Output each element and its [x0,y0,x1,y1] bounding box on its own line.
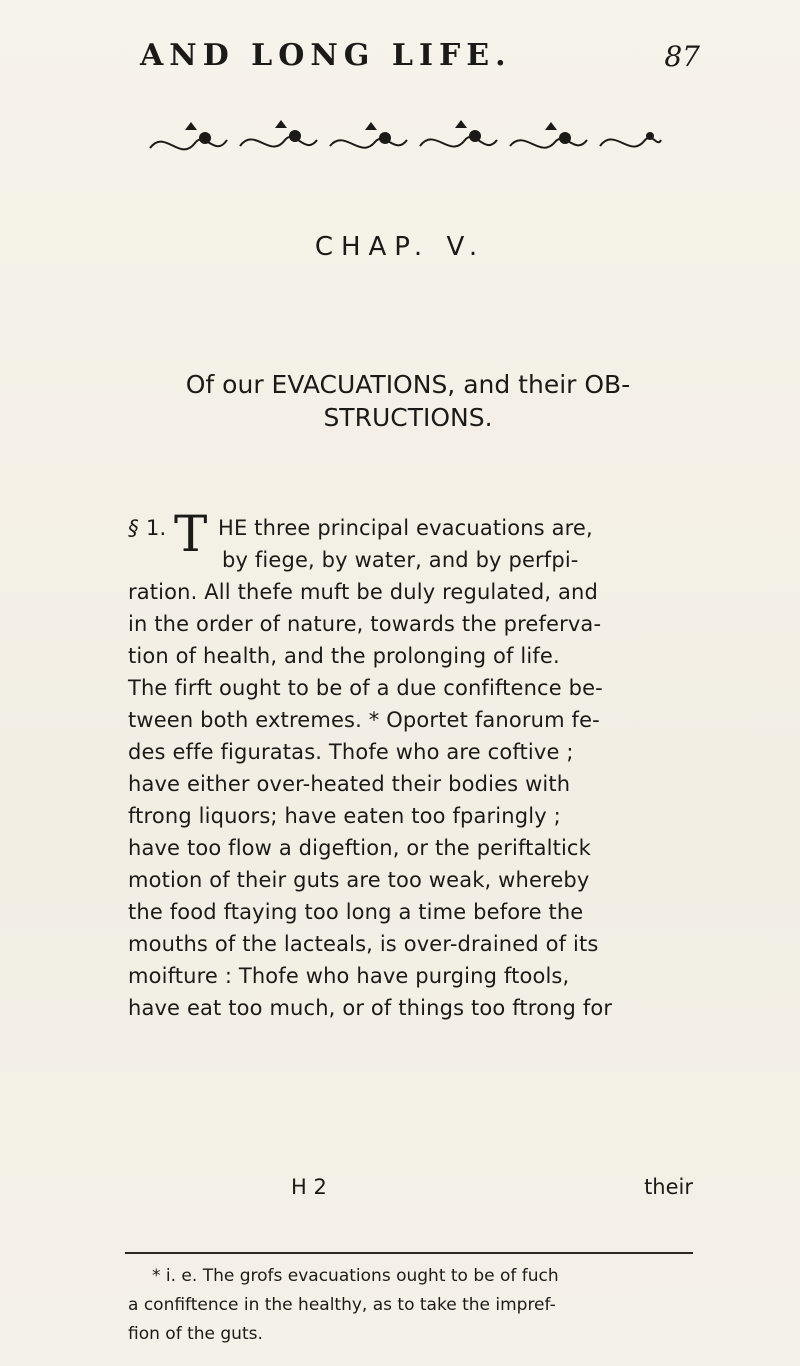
text-line: have either over-heated their bodies with [128,772,571,796]
text-line: des effe figuratas. Thofe who are coftive ; [128,740,574,764]
footnote-rule [125,1252,693,1254]
footnote [128,1262,693,1349]
section-number: 1. [146,516,167,540]
text-line: The firft ought to be of a due confiftence be- [128,676,603,700]
text-line-content: HE three principal evacuations are, [218,516,593,540]
catchword: their [644,1175,693,1199]
text-line: tween both extremes. * Oportet fanorum fe- [128,708,600,732]
chapter-subtitle-line: Of our EVACUATIONS, and their OB- [185,370,631,399]
text-line: the food ftaying too long a time before the [128,900,584,924]
text-line: motion of their guts are too weak, whereby [128,868,590,892]
footnote-line: fion of the guts. [128,1324,263,1344]
footnote-line: a confiftence in the healthy, as to take the impref- [128,1295,556,1315]
printer-ornament-icon [145,118,665,168]
text-line: mouths of the lacteals, is over-drained of its [128,932,599,956]
catchline [128,1175,693,1207]
running-title: AND LONG LIFE. [140,38,512,73]
body-text [128,505,693,1024]
running-head [140,38,700,78]
signature-mark: H 2 [291,1175,327,1199]
chapter-subtitle [128,368,688,434]
footnote-line [128,1262,693,1291]
chapter-title: CHAP. V. [314,232,486,262]
text-line: in the order of nature, towards the preferva- [128,612,602,636]
text-line: moifture : Thofe who have purging ftools, [128,964,570,988]
text-line: have eat too much, or of things too ftrong for [128,996,613,1020]
footnote-line-content: * i. e. The grofs evacuations ought to be of fuch [152,1266,559,1286]
text-line: tion of health, and the prolonging of life. [128,644,560,668]
text-line-content: by fiege, by water, and by perfpi- [222,548,579,572]
text-line: have too flow a digeftion, or the periftaltick [128,836,591,860]
chapter-subtitle-line: STRUCTIONS. [323,403,493,432]
text-line: ration. All thefe muft be duly regulated, and [128,580,598,604]
section-mark: § [128,516,139,540]
text-line [128,544,693,576]
page-number: 87 [664,40,700,73]
drop-capital: T [174,505,208,563]
text-line: ftrong liquors; have eaten too fparingly ; [128,804,561,828]
